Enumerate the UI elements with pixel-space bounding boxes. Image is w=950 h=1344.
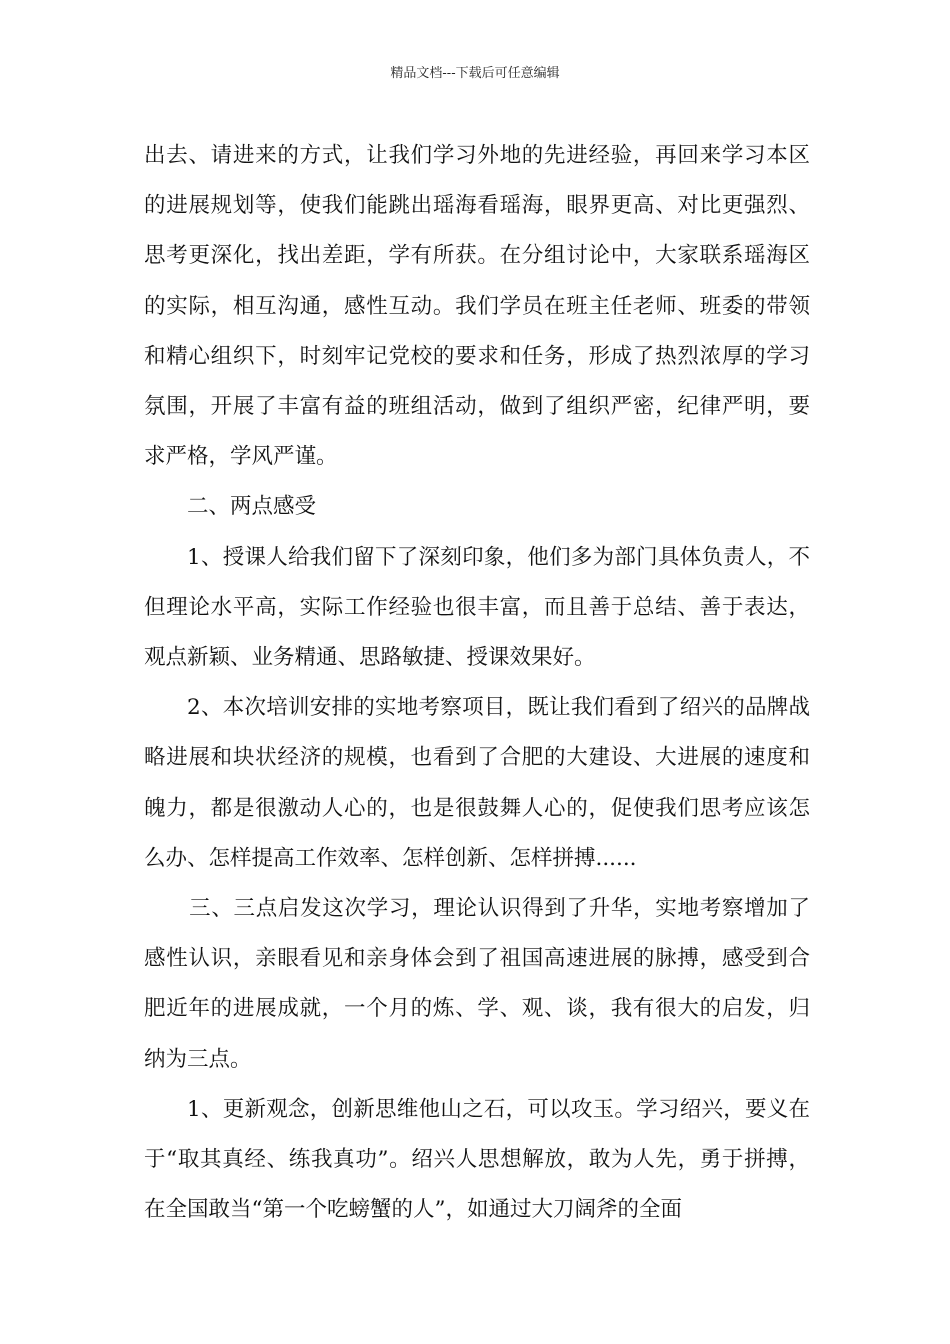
paragraph-three-inspirations: 三、三点启发这次学习，理论认识得到了升华，实地考察增加了感性认识，亲眼看见和亲身体会到了祖国高速进展的脉搏，感受到合肥近年的进展成就，一个月的炼、学、观、谈，我有很大的启发，归纳为三点。	[144, 896, 810, 1072]
paragraph-continuation: 出去、请进来的方式，让我们学习外地的先进经验，再回来学习本区的进展规划等，使我们能跳出瑶海看瑶海，眼界更高、对比更强烈、思考更深化，找出差距，学有所获。在分组讨论中，大家联系瑶海区的实际，相互沟通，感性互动。我们学员在班主任老师、班委的带领和精心组织下，时刻牢记党校的要求和任务，形成了热烈浓厚的学习氛围，开展了丰富有益的班组活动，做到了组织严密，纪律严明，要求严格，学风严谨。	[144, 143, 810, 470]
paragraph-feeling-1: 1、授课人给我们留下了深刻印象，他们多为部门具体负责人，不但理论水平高，实际工作经验也很丰富，而且善于总结、善于表达，观点新颖、业务精通、思路敏捷、授课效果好。	[144, 544, 810, 671]
document-body	[144, 131, 810, 1235]
section-heading-two-feelings: 二、两点感受	[187, 494, 317, 520]
page-header: 精品文档---下载后可任意编辑	[390, 66, 560, 81]
paragraph-feeling-2: 2、本次培训安排的实地考察项目，既让我们看到了绍兴的品牌战略进展和块状经济的规模，也看到了合肥的大建设、大进展的速度和魄力，都是很激动人心的，也是很鼓舞人心的，促使我们思考应该怎么办、怎样提高工作效率、怎样创新、怎样拼搏......	[144, 695, 810, 871]
paragraph-inspiration-1: 1、更新观念，创新思维他山之石，可以攻玉。学习绍兴，要义在于“取其真经、练我真功”。绍兴人思想解放，敢为人先，勇于拼搏，在全国敢当“第一个吃螃蟹的人”，如通过大刀阔斧的全面	[144, 1096, 810, 1223]
